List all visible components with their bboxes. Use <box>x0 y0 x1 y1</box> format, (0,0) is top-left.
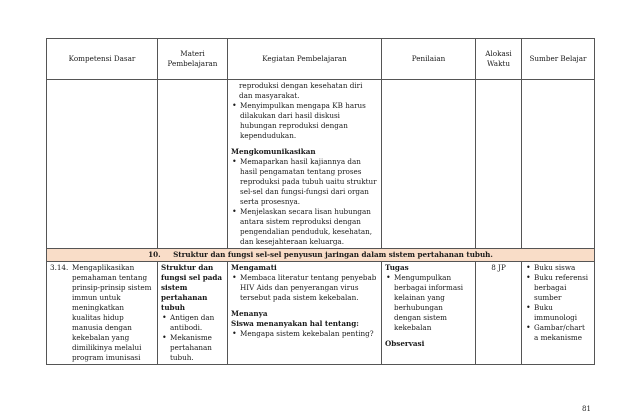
list-item: • Mengapa sistem kekebalan penting? <box>240 329 378 339</box>
section-heading-mengkomunikasikan: Mengkomunikasikan <box>231 147 316 156</box>
continued-list-2 <box>231 157 378 247</box>
materi-cell <box>158 262 228 365</box>
header-materi: Materi Pembelajaran <box>158 39 228 80</box>
header-sumber: Sumber Belajar <box>522 39 595 80</box>
continued-line-2: dan masyarakat. <box>239 91 300 100</box>
list-item: • Menjelaskan secara lisan hubungan antara sistem reproduksi dengan pengendalian penduduk, kesehatan, dan kesejahteraan keluarga. <box>240 207 378 247</box>
page-number: 81 <box>582 405 591 413</box>
table-row <box>47 262 595 365</box>
kegiatan-cell <box>228 262 382 365</box>
list-item: • Buku immunologi <box>534 303 591 323</box>
list-item: • Membaca literatur tentang penyebab HIV Aids dan penyerangan virus tersebut pada sistem kekebalan. <box>240 273 378 303</box>
section-row <box>47 249 595 262</box>
heading-siswa-menanyakan: Siswa menanyakan hal tentang: <box>231 319 359 328</box>
kd-cell <box>47 262 158 365</box>
kd-text: Mengaplikasikan pemahaman tentang prinsip-prinsip sistem immun untuk meningkatkan kualitas hidup manusia dengan kekebalan yang dimilikinya melalui program imunisasi <box>72 263 152 362</box>
header-kegiatan: Kegiatan Pembelajaran <box>228 39 382 80</box>
list-item: • Buku referensi berbagai sumber <box>534 273 591 303</box>
continued-kegiatan <box>228 80 382 249</box>
header-penilaian: Penilaian <box>382 39 476 80</box>
penilaian-cell <box>382 262 476 365</box>
continued-row <box>47 80 595 249</box>
heading-tugas: Tugas <box>385 263 409 272</box>
materi-title: Struktur dan fungsi sel pada sistem pertahanan tubuh <box>161 263 223 312</box>
heading-menanya: Menanya <box>231 309 268 318</box>
list-item: • Mengumpulkan berbagai informasi kelainan yang berhubungan dengan sistem kekebalan <box>394 273 472 333</box>
heading-observasi: Observasi <box>385 339 425 348</box>
list-item: • Memaparkan hasil kajiannya dan hasil pengamatan tentang proses reproduksi pada tubuh uaitu struktur sel-sel dan fungsi-fungsi dari organ serta prosesnya. <box>240 157 378 207</box>
alokasi-cell: 8 JP <box>476 262 522 365</box>
section-title: Struktur dan fungsi sel-sel penyusun jaringan dalam sistem pertahanan tubuh. <box>173 250 493 259</box>
header-row <box>47 39 595 80</box>
continued-line-1: reproduksi dengan kesehatan diri <box>239 81 363 90</box>
sumber-list <box>525 263 591 343</box>
list-item: • Menyimpulkan mengapa KB harus dilakukan dari hasil diskusi hubungan reproduksi dengan kependudukan. <box>240 101 378 141</box>
kd-code: 3.14. <box>50 263 69 272</box>
list-item: • Mekanisme pertahanan tubuh. <box>170 333 224 363</box>
list-item: • Antigen dan antibodi. <box>170 313 224 333</box>
header-kompetensi: Kompetensi Dasar <box>47 39 158 80</box>
heading-mengamati: Mengamati <box>231 263 277 272</box>
sumber-cell <box>522 262 595 365</box>
continued-list-1 <box>231 101 378 141</box>
header-alokasi: Alokasi Waktu <box>476 39 522 80</box>
materi-list <box>161 313 224 363</box>
list-item: • Gambar/chart a mekanisme <box>534 323 591 343</box>
curriculum-table <box>46 38 595 365</box>
section-number: 10. <box>148 250 161 259</box>
list-item: • Buku siswa <box>534 263 591 273</box>
